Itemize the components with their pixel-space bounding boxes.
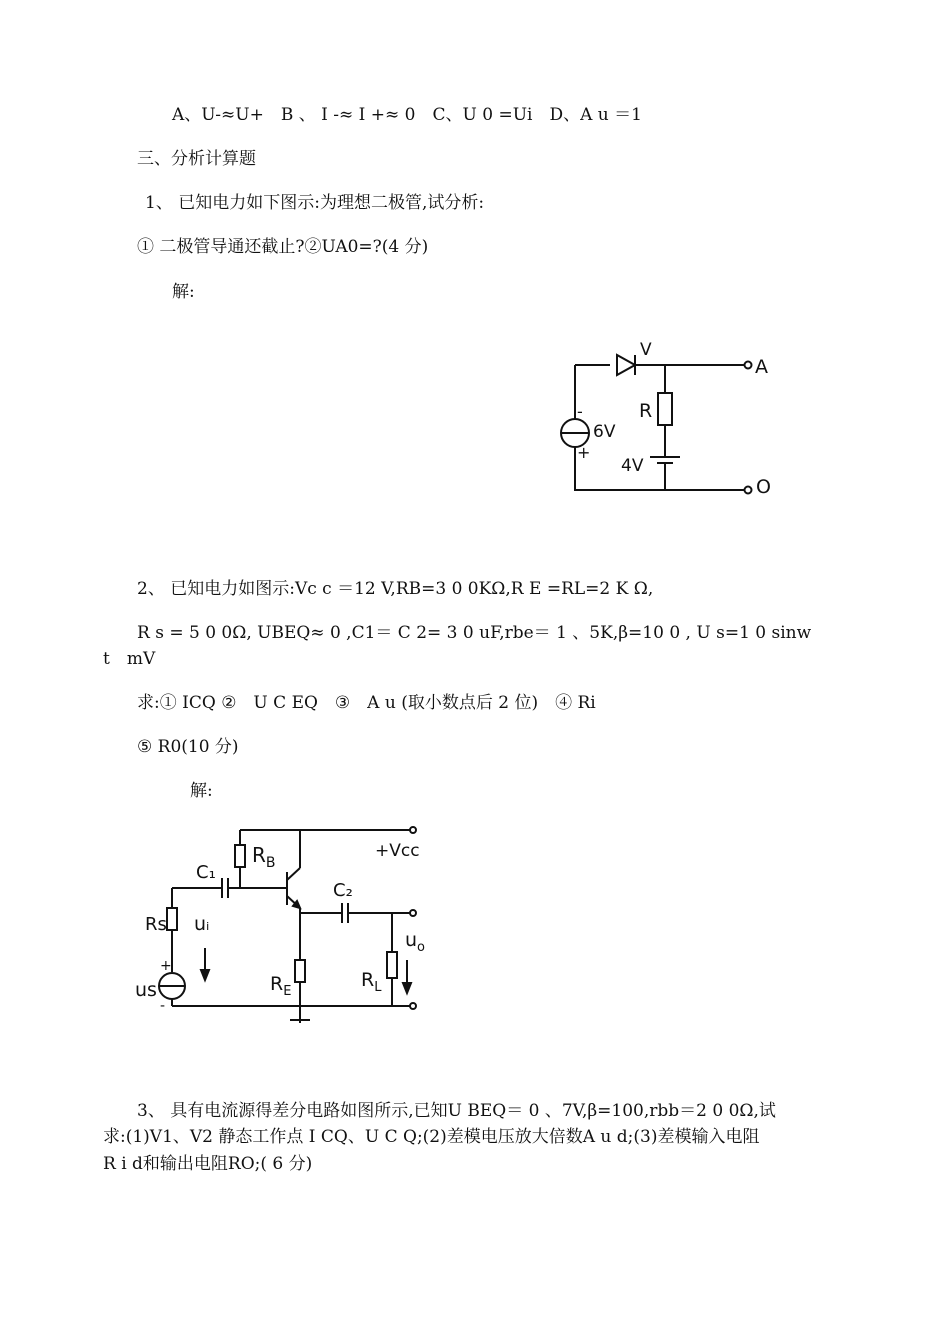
answer-label-1: 解: [172,282,195,302]
question-2-params: R s = 5 0 0Ω, UBEQ≈ 0 ,C1＝ C 2= 3 0 uF,rbe＝ 1 、5K,β=10 0 , U s=1 0 sinw [137,623,812,643]
question-3: 3、 具有电流源得差分电路如图所示,已知U BEQ＝ 0 、7V,β=100,rbb＝2 0 0Ω,试 [137,1101,776,1121]
uo-label [405,929,425,955]
option-line: A、U-≈U+ B 、 I -≈ I +≈ 0 C、U 0 =Ui D、A u ＝1 [172,105,642,125]
terminal-o-label: O [756,476,771,498]
terminal-a-label: A [755,356,768,378]
vcc-label: +Vcc [375,841,420,861]
section-heading: 三、分析计算题 [137,149,256,169]
source-plus-sign: + [577,443,591,462]
rl-label [361,969,382,995]
ui-label: uᵢ [194,913,210,935]
question-3-asks: 求:(1)V1、V2 静态工作点 I CQ、U C Q;(2)差模电压放大倍数A u d;(3)差模输入电阻 [103,1127,760,1147]
question-2-asks-cont: ⑤ R0(10 分) [137,737,239,757]
battery-4v-label: 4V [621,456,644,476]
source-minus-sign: - [577,402,583,421]
c1-label: C₁ [196,862,216,883]
rb-label [252,843,276,871]
us-label: us [135,979,157,1001]
source-6v-label: 6V [593,422,616,442]
uo-letter: u [405,929,418,951]
re-letter: R [270,973,284,995]
rb-subscript: B [265,855,276,871]
rb-letter: R [252,843,266,867]
answer-label-2: 解: [190,781,213,801]
diode-label: V [640,340,652,360]
question-1: 1、 已知电力如下图示:为理想二极管,试分析: [145,193,485,213]
resistor-label: R [639,400,653,422]
rs-label: Rs [145,914,167,935]
re-subscript: E [283,984,292,999]
re-label [270,973,291,999]
rl-letter: R [361,969,375,991]
question-2-asks: 求:① ICQ ② U C EQ ③ A u (取小数点后 2 位) ④ Ri [137,693,596,713]
amplifier-circuit-figure [130,820,430,1030]
diode-circuit-figure [555,335,795,505]
c2-label: C₂ [333,880,353,901]
rl-subscript: L [374,980,382,995]
uo-subscript: o [417,940,426,955]
question-2: 2、 已知电力如图示:Vc c ＝12 V,RB=3 0 0KΩ,R E =RL=2 K Ω, [137,579,654,599]
us-plus-sign: + [160,958,172,974]
question-3-asks-cont: R i d和输出电阻RO;( 6 分) [103,1154,313,1174]
question-2-params-cont: t mV [103,649,156,669]
question-1-parts: ① 二极管导通还截止?②UA0=?(4 分) [137,237,429,257]
us-minus-sign: - [160,998,166,1014]
